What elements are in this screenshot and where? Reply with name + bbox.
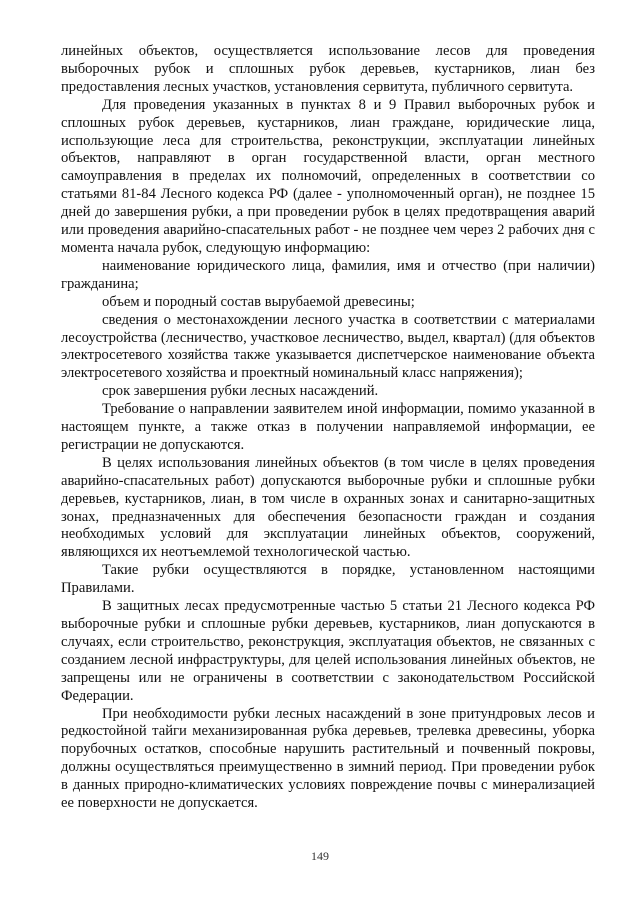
- page-number: 149: [311, 849, 329, 863]
- paragraph-prohibition: Требование о направлении заявителем иной информации, помимо указанной в настоящем пункте, а также отказ в получении направляемой информации, ее регистрации не допускаются.: [61, 401, 595, 453]
- list-item-location: сведения о местонахождении лесного участка в соответствии с материалами лесоустройства (лесничество, участковое лесничество, выдел, квартал) (для объектов электросетевого хозяйства также указывается диспетчерское наименование объекта электросетевого хозяйства и проектный номинальный класс напряжения);: [61, 311, 595, 382]
- list-item-volume: объем и породный состав вырубаемой древесины;: [102, 293, 415, 310]
- paragraph-protective-forests: В защитных лесах предусмотренные частью 5 статьи 21 Лесного кодекса РФ выборочные рубки и сплошные рубки деревьев, кустарников, лиан допускаются в случаях, если строительство, реконструкция, эксплуатация объектов, не связанных с созданием лесной инфраструктуры, для целей использования линейных объектов, не запрещены или не ограничены в соответствии с законодательством Российской Федерации.: [61, 598, 595, 704]
- body-text: [61, 43, 595, 813]
- paragraph-procedure: Такие рубки осуществляются в порядке, установленном настоящими Правилами.: [61, 562, 595, 597]
- list-item-deadline: срок завершения рубки лесных насаждений.: [102, 383, 379, 400]
- paragraph-permitted-cuttings: В целях использования линейных объектов (в том числе в целях проведения аварийно-спасательных работ) допускаются выборочные рубки и сплошные рубки деревьев, кустарников, лиан, в том числе в охранных зонах и санитарно-защитных зонах, предназначенных для обеспечения безопасности граждан и создания необходимых условий для эксплуатации линейных объектов, сооружений, являющихся их неотъемлемой технологической частью.: [61, 454, 595, 561]
- paragraph-tundra-forests: При необходимости рубки лесных насаждений в зоне притундровых лесов и редкостойной тайги механизированная рубка деревьев, трелевка древесины, уборка порубочных остатков, способные нарушить растительный и почвенный покровы, должны осуществляться преимущественно в зимний период. При проведении рубок в данных природно-климатических условиях повреждение почвы с минерализацией ее поверхности не допускается.: [61, 705, 595, 812]
- paragraph-continuation: линейных объектов, осуществляется использование лесов для проведения выборочных рубок и сплошных рубок деревьев, кустарников, лиан без предоставления лесных участков, установления сервитута, публичного сервитута.: [61, 43, 595, 95]
- paragraph-notification-requirement: Для проведения указанных в пунктах 8 и 9 Правил выборочных рубок и сплошных рубок деревьев, кустарников, лиан граждане, юридические лица, использующие леса для строительства, реконструкции, эксплуатации линейных объектов, направляют в орган государственной власти, орган местного самоуправления в пределах их полномочий, определенных в соответствии со статьями 81-84 Лесного кодекса РФ (далее - уполномоченный орган), не позднее 15 дней до завершения рубки, а при проведении рубок в целях предотвращения аварий или проведения аварийно-спасательных работ - не позднее чем через 2 рабочих дня с момента начала рубок, следующую информацию:: [61, 96, 595, 256]
- list-item-applicant-name: наименование юридического лица, фамилия, имя и отчество (при наличии) гражданина;: [61, 257, 595, 292]
